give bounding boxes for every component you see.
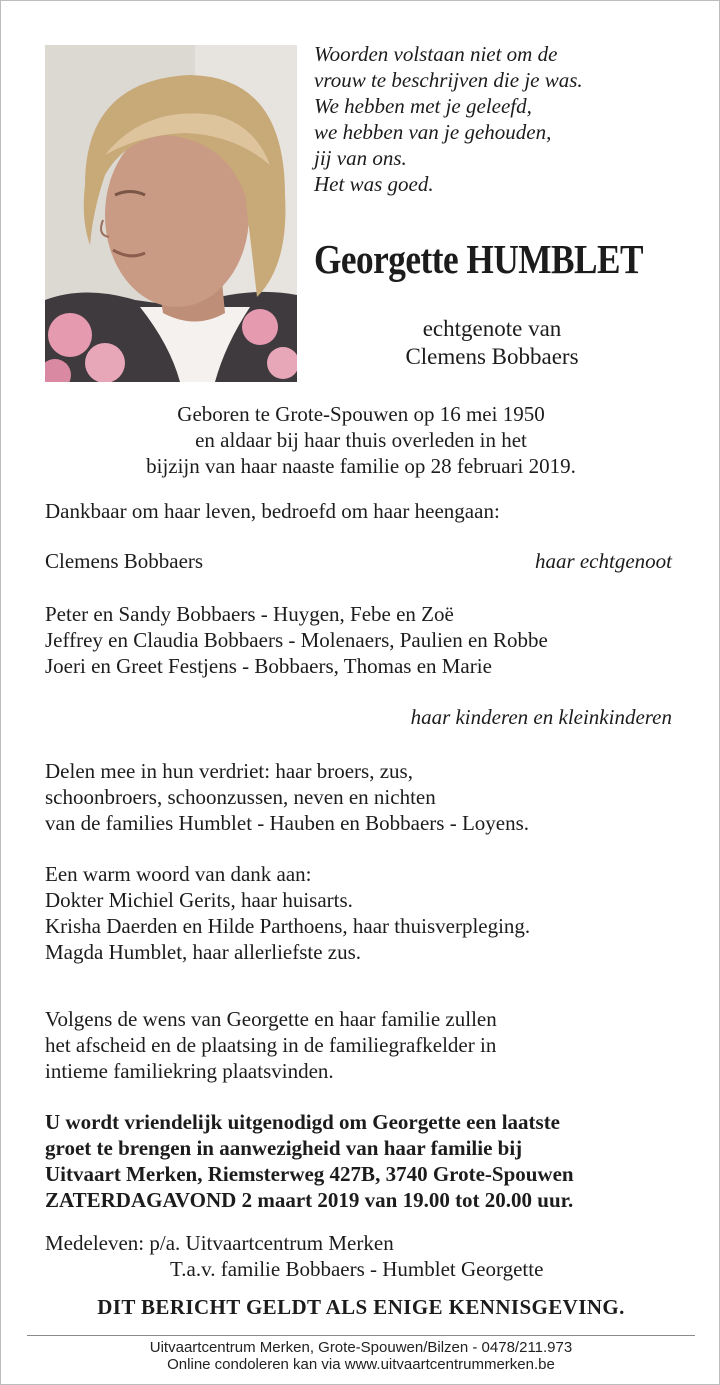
birth-line: bijzijn van haar naaste familie op 28 februari 2019. (146, 454, 576, 478)
text-line: U wordt vriendelijk uitgenodigd om Georgette een laatste (45, 1110, 561, 1134)
birth-line: Geboren te Grote-Spouwen op 16 mei 1950 (177, 402, 545, 426)
spouse-label: echtgenote van (422, 316, 562, 341)
poem (314, 41, 583, 197)
text-line: groet te brengen in aanwezigheid van haar familie bij (45, 1136, 523, 1160)
children-role: haar kinderen en kleinkinderen (410, 705, 672, 729)
text-line: het afscheid en de plaatsing in de familiegrafkelder in (45, 1033, 497, 1057)
spouse-info (299, 315, 685, 371)
text-line: Magda Humblet, haar allerliefste zus. (45, 940, 362, 964)
text-line: Delen mee in hun verdriet: haar broers, zus, (45, 759, 413, 783)
poem-line: Het was goed. (314, 172, 434, 196)
poem-line: jij van ons. (314, 146, 407, 170)
thanks-section (45, 861, 530, 965)
footer-divider (27, 1335, 695, 1336)
text-line: Dokter Michiel Gerits, haar huisarts. (45, 888, 353, 912)
list-item: Peter en Sandy Bobbaers - Huygen, Febe en Zoë (45, 602, 454, 626)
funeral-wish (45, 1006, 497, 1084)
birth-line: en aldaar bij haar thuis overleden in het (195, 428, 527, 452)
portrait-illustration (45, 45, 297, 382)
poem-line: We hebben met je geleefd, (314, 94, 532, 118)
grateful-intro: Dankbaar om haar leven, bedroefd om haar heengaan: (45, 499, 500, 523)
children-list (45, 601, 548, 679)
text-line: Krisha Daerden en Hilde Parthoens, haar thuisverpleging. (45, 914, 531, 938)
spouse-name: Clemens Bobbaers (405, 344, 579, 369)
footer-contact: Uitvaartcentrum Merken, Grote-Spouwen/Bilzen - 0478/211.973 (149, 1339, 573, 1356)
list-item: Jeffrey en Claudia Bobbaers - Molenaers, Paulien en Robbe (45, 628, 548, 652)
text-line: ZATERDAGAVOND 2 maart 2019 van 19.00 tot 20.00 uur. (45, 1188, 574, 1212)
footer-website: Online condoleren kan via www.uitvaartcentrummerken.be (167, 1356, 555, 1373)
notice-statement: DIT BERICHT GELDT ALS ENIGE KENNISGEVING. (97, 1295, 625, 1319)
husband-name: Clemens Bobbaers (45, 549, 204, 573)
text-line: schoonbroers, schoonzussen, neven en nichten (45, 785, 436, 809)
poem-line: vrouw te beschrijven die je was. (314, 68, 583, 92)
deceased-name: Georgette HUMBLET (314, 236, 644, 282)
text-line: van de families Humblet - Hauben en Bobbaers - Loyens. (45, 811, 530, 835)
poem-line: we hebben van je gehouden, (314, 120, 552, 144)
text-line: Een warm woord van dank aan: (45, 862, 312, 886)
husband-role: haar echtgenoot (534, 549, 672, 573)
text-line: Uitvaart Merken, Riemsterweg 427B, 3740 Grote-Spouwen (45, 1162, 574, 1186)
list-item: Joeri en Greet Festjens - Bobbaers, Thomas en Marie (45, 654, 492, 678)
condolence-line: Medeleven: p/a. Uitvaartcentrum Merken (45, 1231, 394, 1255)
footer (1, 1339, 720, 1373)
text-line: Volgens de wens van Georgette en haar familie zullen (45, 1007, 497, 1031)
poem-line: Woorden volstaan niet om de (314, 42, 558, 66)
condolence-address (45, 1230, 543, 1282)
text-line: intieme familiekring plaatsvinden. (45, 1059, 334, 1083)
invitation (45, 1109, 574, 1213)
shared-grief (45, 758, 529, 836)
portrait-photo (45, 45, 297, 382)
condolence-line: T.a.v. familie Bobbaers - Humblet Georgette (170, 1257, 544, 1281)
birth-death-info (1, 401, 720, 479)
